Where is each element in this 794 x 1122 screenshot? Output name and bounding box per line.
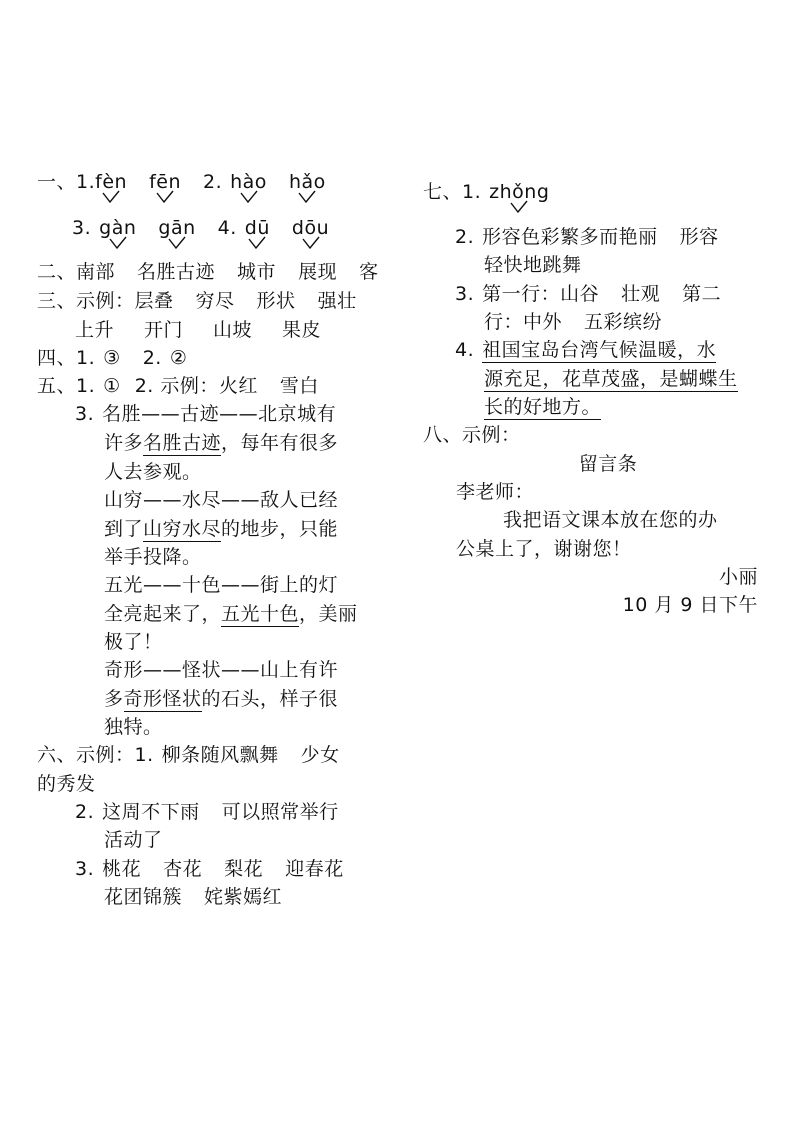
- answer-word: 上升: [75, 319, 115, 341]
- pinyin-hao-3: hǎo: [289, 168, 326, 196]
- section-1-heading: 一、1.: [37, 171, 96, 193]
- item-number: 3.: [75, 858, 95, 880]
- section-5-line-1: [37, 372, 319, 400]
- item-number: 2.: [142, 347, 162, 369]
- answer-word: 梨花: [224, 858, 264, 880]
- answer-text: 的石头，样子很: [201, 688, 339, 710]
- section-3-line-2: [75, 316, 321, 344]
- checkmark-icon: [156, 190, 174, 204]
- section-7-line-8: [484, 393, 601, 421]
- answer-text: 的秀发: [37, 773, 96, 795]
- answer-text: 第二: [682, 283, 722, 305]
- answer-word: 强壮: [317, 290, 357, 312]
- answer-text: 形容色彩繁多而艳丽: [482, 226, 658, 248]
- section-5-heading: 五、1.: [37, 375, 96, 397]
- section-2-line: [37, 258, 379, 286]
- answer-text: ，美丽: [299, 603, 358, 625]
- pinyin-hao-4: hào: [230, 168, 267, 196]
- answer-text: 形容: [679, 226, 719, 248]
- item-number: 2.: [202, 171, 223, 193]
- answer-text: 奇形——怪状——山上有许: [104, 659, 339, 681]
- section-8-line-1: [423, 421, 521, 449]
- section-5-line-6: [104, 515, 338, 543]
- checkmark-icon: [168, 236, 186, 250]
- checkmark-icon: [510, 200, 528, 214]
- item-number: 3.: [72, 217, 92, 239]
- answer-word: 山坡: [213, 319, 253, 341]
- section-7-line-1: [423, 178, 549, 206]
- section-4-line: [37, 344, 187, 372]
- answer-text: 壮观: [621, 283, 661, 305]
- section-6-line-5: [75, 855, 344, 883]
- section-7-heading: 七、1.: [423, 181, 482, 203]
- pinyin-dou-1: dōu: [292, 214, 329, 242]
- answer-text: 到了: [104, 518, 144, 540]
- pinyin-zhong-3: zhǒng: [489, 178, 549, 206]
- section-1-line-2: [72, 214, 329, 242]
- section-7-line-6: [455, 336, 716, 364]
- section-5-line-11: [104, 656, 338, 684]
- answer-word: 展现: [298, 261, 338, 283]
- answer-word: 姹紫嫣红: [204, 886, 283, 908]
- answer-text: 这周不下雨: [102, 801, 200, 823]
- section-8-heading: 八、示例：: [423, 424, 521, 446]
- answer-text: 可以照常举行: [221, 801, 339, 823]
- answer-word: 客: [359, 261, 379, 283]
- answer-word: 桃花: [102, 858, 142, 880]
- section-5-line-10: [104, 628, 163, 656]
- section-5-line-3: [104, 429, 338, 457]
- section-7-line-4: [455, 280, 721, 308]
- section-6-line-2: [37, 770, 96, 798]
- answer-text: 举手投降。: [104, 546, 202, 568]
- answer-text: 独特。: [104, 716, 163, 738]
- section-3-heading: 三、示例：: [37, 290, 135, 312]
- answer-text: 活动了: [104, 829, 163, 851]
- section-5-line-7: [104, 543, 202, 571]
- checkmark-icon: [302, 236, 320, 250]
- answer-word: 花团锦簇: [104, 886, 183, 908]
- answer-word: 形状: [256, 290, 296, 312]
- checkmark-icon: [109, 236, 127, 250]
- section-4-heading: 四、1.: [37, 347, 96, 369]
- section-5-line-12: [104, 685, 338, 713]
- section-6-heading: 六、示例：1.: [37, 744, 154, 766]
- pinyin-gan-4: gàn: [99, 214, 136, 242]
- item-number: 2. 示例：: [134, 375, 219, 397]
- answer-word: 果皮: [282, 319, 322, 341]
- note-signature: 小丽: [718, 566, 758, 588]
- pinyin-fen-1: fēn: [149, 168, 181, 196]
- answer-choice: ①: [103, 375, 121, 397]
- pinyin-gan-1: gān: [158, 214, 195, 242]
- section-5-line-4: [104, 458, 202, 486]
- underlined-idiom: 奇形怪状: [123, 688, 202, 710]
- answer-text: 少女: [300, 744, 340, 766]
- checkmark-icon: [240, 190, 258, 204]
- item-number: 4.: [217, 217, 237, 239]
- answer-word: 穷尽: [195, 290, 235, 312]
- answer-text: 许多: [104, 432, 144, 454]
- section-7-line-7: [484, 365, 738, 393]
- answer-word: 名胜古迹: [137, 261, 216, 283]
- answer-word: 迎春花: [285, 858, 344, 880]
- answer-text: 极了！: [104, 631, 163, 653]
- underlined-idiom: 山穷水尽: [143, 518, 222, 540]
- checkmark-icon: [298, 190, 316, 204]
- pinyin-fen-4: fèn: [95, 168, 127, 196]
- checkmark-icon: [248, 236, 266, 250]
- answer-choice: ②: [169, 347, 188, 369]
- answer-text: 多: [104, 688, 124, 710]
- section-3-line-1: [37, 287, 357, 315]
- answer-word: 开门: [144, 319, 184, 341]
- section-7-line-5: [484, 308, 662, 336]
- item-number: 2.: [75, 801, 95, 823]
- answer-choice: ③: [103, 347, 121, 369]
- section-7-line-3: [484, 251, 582, 279]
- answer-text: 柳条随风飘舞: [161, 744, 279, 766]
- section-5-line-9: [104, 600, 358, 628]
- answer-text: 五彩缤纷: [584, 311, 663, 333]
- section-6-line-6: [104, 883, 282, 911]
- section-6-line-1: [37, 741, 340, 769]
- section-6-line-4: [104, 826, 163, 854]
- answer-text: 轻快地跳舞: [484, 254, 582, 276]
- note-greeting: 李老师：: [456, 481, 535, 503]
- note-date: 10 月 9 日下午: [622, 594, 758, 616]
- section-6-line-3: [75, 798, 339, 826]
- underlined-sentence: 祖国宝岛台湾气候温暖，水: [482, 339, 717, 361]
- underlined-sentence: 长的好地方。: [484, 396, 602, 418]
- item-number: 2.: [455, 226, 475, 248]
- answer-word: 城市: [237, 261, 277, 283]
- checkmark-icon: [102, 190, 120, 204]
- answer-word: 杏花: [163, 858, 203, 880]
- underlined-sentence: 源充足，花草茂盛，是蝴蝶生: [484, 368, 738, 390]
- note-body-line-2: 公桌上了，谢谢您！: [456, 538, 632, 560]
- answer-word: 火红: [218, 375, 258, 397]
- answer-text: ，每年有很多: [221, 432, 339, 454]
- underlined-idiom: 名胜古迹: [143, 432, 222, 454]
- answer-text: 的地步，只能: [221, 518, 339, 540]
- item-number: 3.: [75, 403, 95, 425]
- section-7-line-2: [455, 223, 719, 251]
- section-5-line-13: [104, 713, 163, 741]
- answer-text: 全亮起来了，: [104, 603, 222, 625]
- answer-word: 南部: [76, 261, 116, 283]
- answer-word: 雪白: [279, 375, 319, 397]
- section-1-line-1: [37, 168, 326, 196]
- underlined-idiom: 五光十色: [221, 603, 300, 625]
- answer-word: 层叠: [134, 290, 174, 312]
- item-number: 4.: [455, 339, 475, 361]
- answer-text: 人去参观。: [104, 461, 202, 483]
- answer-text: 第一行：山谷: [482, 283, 600, 305]
- answer-text: 五光——十色——街上的灯: [104, 574, 339, 596]
- answer-text: 名胜——古迹——北京城有: [102, 403, 337, 425]
- note-title: 留言条: [578, 453, 638, 475]
- section-5-line-8: [104, 571, 338, 599]
- pinyin-du-1: dū: [245, 214, 270, 242]
- answer-text: 山穷——水尽——敌人已经: [104, 489, 339, 511]
- answer-text: 行：中外: [484, 311, 563, 333]
- item-number: 3.: [455, 283, 475, 305]
- note-body-line-1: 我把语文课本放在您的办: [503, 509, 718, 531]
- section-2-heading: 二、: [37, 261, 77, 283]
- section-5-line-5: [104, 486, 338, 514]
- section-5-line-2: [75, 400, 336, 428]
